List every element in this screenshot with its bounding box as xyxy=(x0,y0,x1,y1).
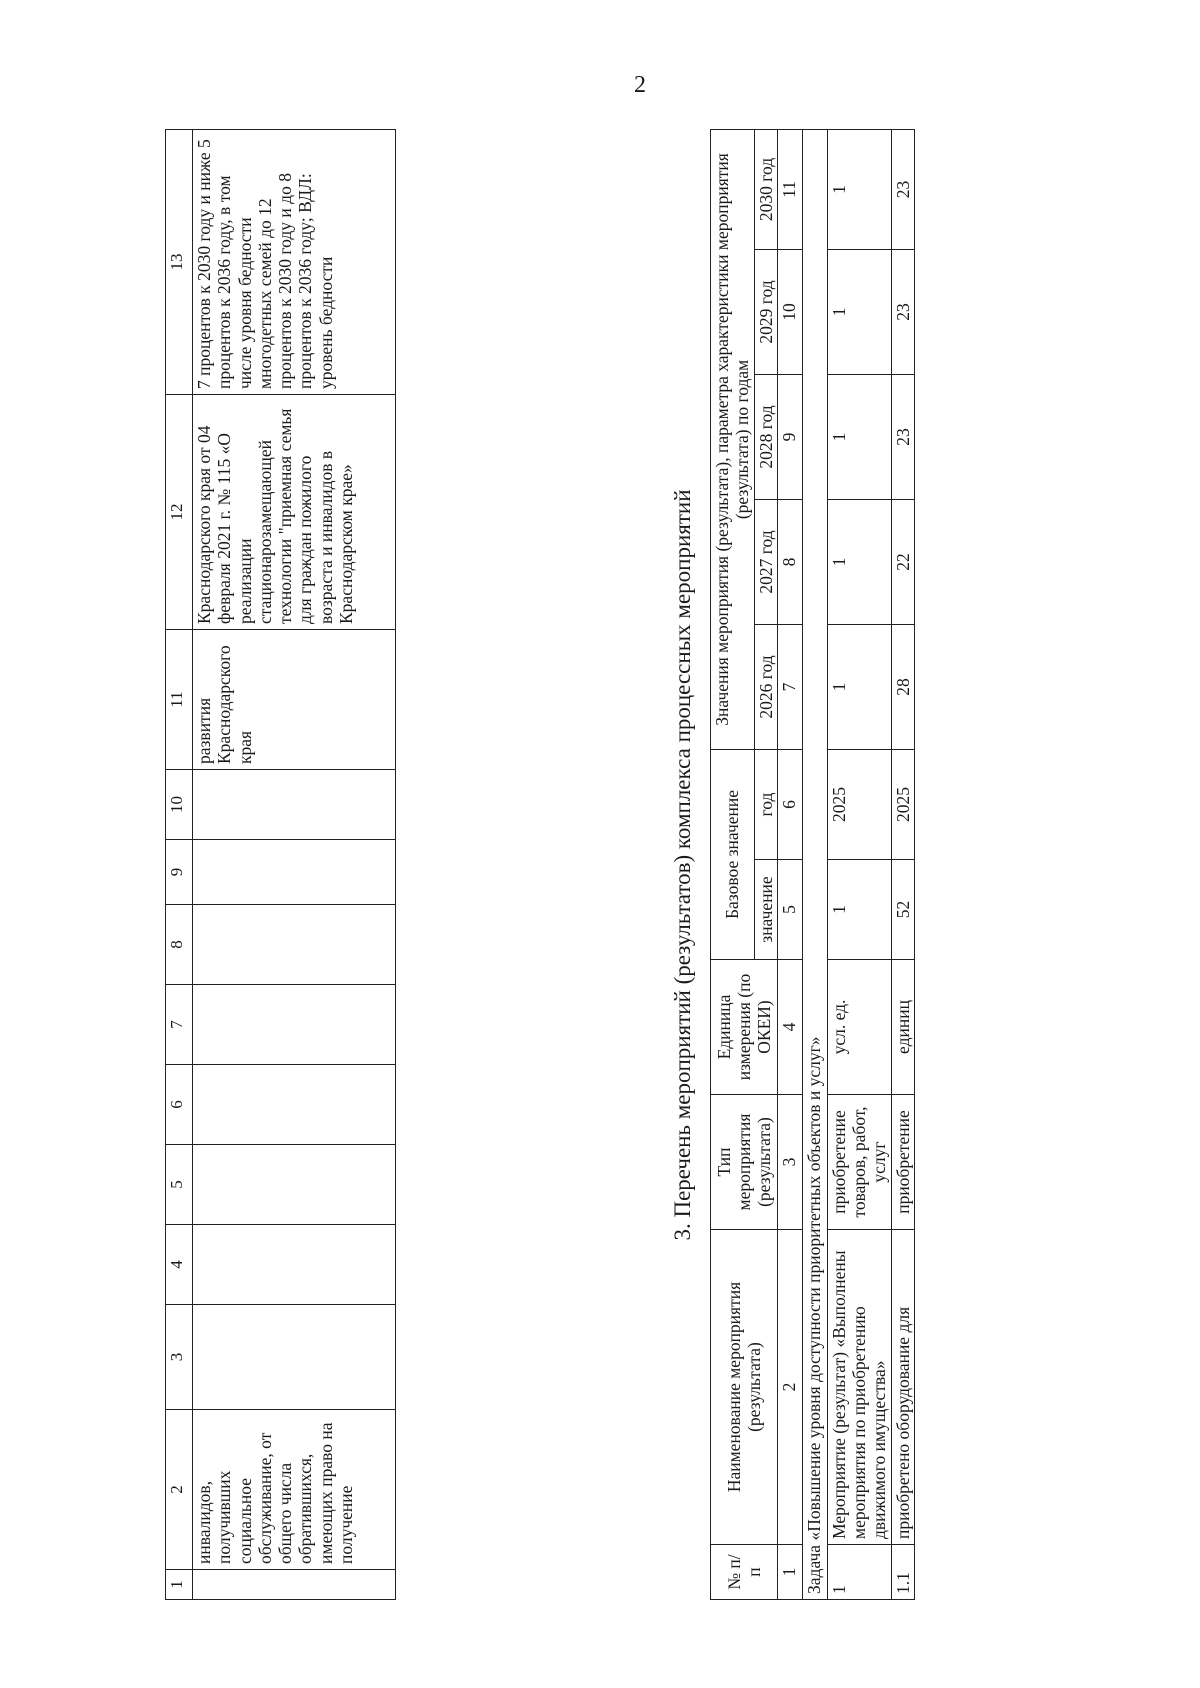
col-number: 6 xyxy=(777,749,802,859)
col-number: 1 xyxy=(777,1545,802,1600)
col-number: 3 xyxy=(777,1095,802,1230)
col-number: 8 xyxy=(777,499,802,624)
col-number: 13 xyxy=(166,130,193,395)
header-year: 2027 год xyxy=(754,499,777,624)
table-row xyxy=(827,129,891,1599)
header-name: Наименование мероприятия (результата) xyxy=(711,1230,778,1545)
row-type: приобретение товаров, работ, услуг xyxy=(827,1095,891,1230)
cell-3 xyxy=(193,1305,396,1410)
col-number: 4 xyxy=(777,960,802,1095)
cell-13: 7 процентов к 2030 году и ниже 5 процентов к 2036 году, в том числе уровня бедности многодетных семей до 12 процентов к 2030 году и до 8 процентов к 2036 году; ВДЛ: уровень бедности xyxy=(193,130,396,395)
row-value-2028: 1 xyxy=(827,374,891,499)
top-table xyxy=(165,129,396,1600)
row-value-2030: 23 xyxy=(891,129,914,249)
row-unit: единиц xyxy=(891,960,914,1095)
row-unit: усл. ед. xyxy=(827,960,891,1095)
col-number: 2 xyxy=(777,1230,802,1545)
cell-8 xyxy=(193,905,396,985)
cell-7 xyxy=(193,985,396,1065)
col-number: 4 xyxy=(166,1225,193,1305)
row-value-2026: 1 xyxy=(827,624,891,749)
col-number: 9 xyxy=(777,374,802,499)
header-year: 2026 год xyxy=(754,624,777,749)
task-title: Задача «Повышение уровня доступности приоритетных объектов и услуг» xyxy=(802,129,827,1599)
col-number: 3 xyxy=(166,1305,193,1410)
header-year: 2029 год xyxy=(754,249,777,374)
table-row xyxy=(891,129,914,1599)
header-year: 2030 год xyxy=(754,129,777,249)
col-number: 10 xyxy=(777,249,802,374)
header-num: № п/п xyxy=(711,1545,778,1600)
row-num: 1 xyxy=(827,1545,891,1600)
row-value-2030: 1 xyxy=(827,129,891,249)
col-number: 2 xyxy=(166,1410,193,1570)
cell-10 xyxy=(193,770,396,840)
row-base-value: 1 xyxy=(827,860,891,960)
col-number: 6 xyxy=(166,1065,193,1145)
section-title: 3. Перечень мероприятий (результатов) комплекса процессных мероприятий xyxy=(670,489,695,1241)
measures-column-numbers xyxy=(777,129,802,1599)
cell-5 xyxy=(193,1145,396,1225)
task-row xyxy=(802,129,827,1599)
col-number: 8 xyxy=(166,905,193,985)
col-number: 5 xyxy=(777,860,802,960)
row-base-year: 2025 xyxy=(891,749,914,859)
row-name: приобретено оборудование для xyxy=(891,1230,914,1545)
row-value-2028: 23 xyxy=(891,374,914,499)
cell-6 xyxy=(193,1065,396,1145)
col-number: 12 xyxy=(166,395,193,630)
row-value-2029: 1 xyxy=(827,249,891,374)
col-number: 9 xyxy=(166,840,193,905)
cell-indicator-name: инвалидов, получивших социальное обслуживание, от общего числа обратившихся, имеющих право на получение xyxy=(193,1410,396,1570)
row-value-2027: 22 xyxy=(891,499,914,624)
page-number: 2 xyxy=(634,72,646,98)
row-value-2027: 1 xyxy=(827,499,891,624)
col-number: 1 xyxy=(166,1570,193,1600)
row-name: Мероприятие (результат) «Выполнены мероприятия по приобретению движимого имущества» xyxy=(827,1230,891,1545)
col-number: 11 xyxy=(166,630,193,770)
cell-12: Краснодарского края от 04 февраля 2021 г. № 115 «О реализации стационарозамещающей технологии "приемная семья для граждан пожилого возраста и инвалидов в Краснодарском крае» xyxy=(193,395,396,630)
header-base: Базовое значение xyxy=(711,749,755,959)
measures-header-row xyxy=(711,129,755,1599)
col-number: 7 xyxy=(166,985,193,1065)
header-base-value: значение xyxy=(754,860,777,960)
cell-9 xyxy=(193,840,396,905)
top-table-column-numbers xyxy=(166,130,193,1600)
table-row xyxy=(193,130,396,1600)
header-unit: Единица измерения (по ОКЕИ) xyxy=(711,960,778,1095)
col-number: 5 xyxy=(166,1145,193,1225)
col-number: 11 xyxy=(777,129,802,249)
measures-table xyxy=(710,129,915,1600)
cell-11: развития Краснодарского края xyxy=(193,630,396,770)
col-number: 10 xyxy=(166,770,193,840)
cell-4 xyxy=(193,1225,396,1305)
row-num: 1.1 xyxy=(891,1545,914,1600)
col-number: 7 xyxy=(777,624,802,749)
header-values: Значения мероприятия (результата), параметра характеристики мероприятия (результата) по годам xyxy=(711,129,755,749)
row-base-value: 52 xyxy=(891,860,914,960)
row-type: приобретение xyxy=(891,1095,914,1230)
landscape-content xyxy=(165,130,1045,1600)
header-year: 2028 год xyxy=(754,374,777,499)
row-value-2029: 23 xyxy=(891,249,914,374)
row-value-2026: 28 xyxy=(891,624,914,749)
header-base-year: год xyxy=(754,749,777,859)
row-base-year: 2025 xyxy=(827,749,891,859)
cell-1 xyxy=(193,1570,396,1600)
header-type: Тип мероприятия (результата) xyxy=(711,1095,778,1230)
